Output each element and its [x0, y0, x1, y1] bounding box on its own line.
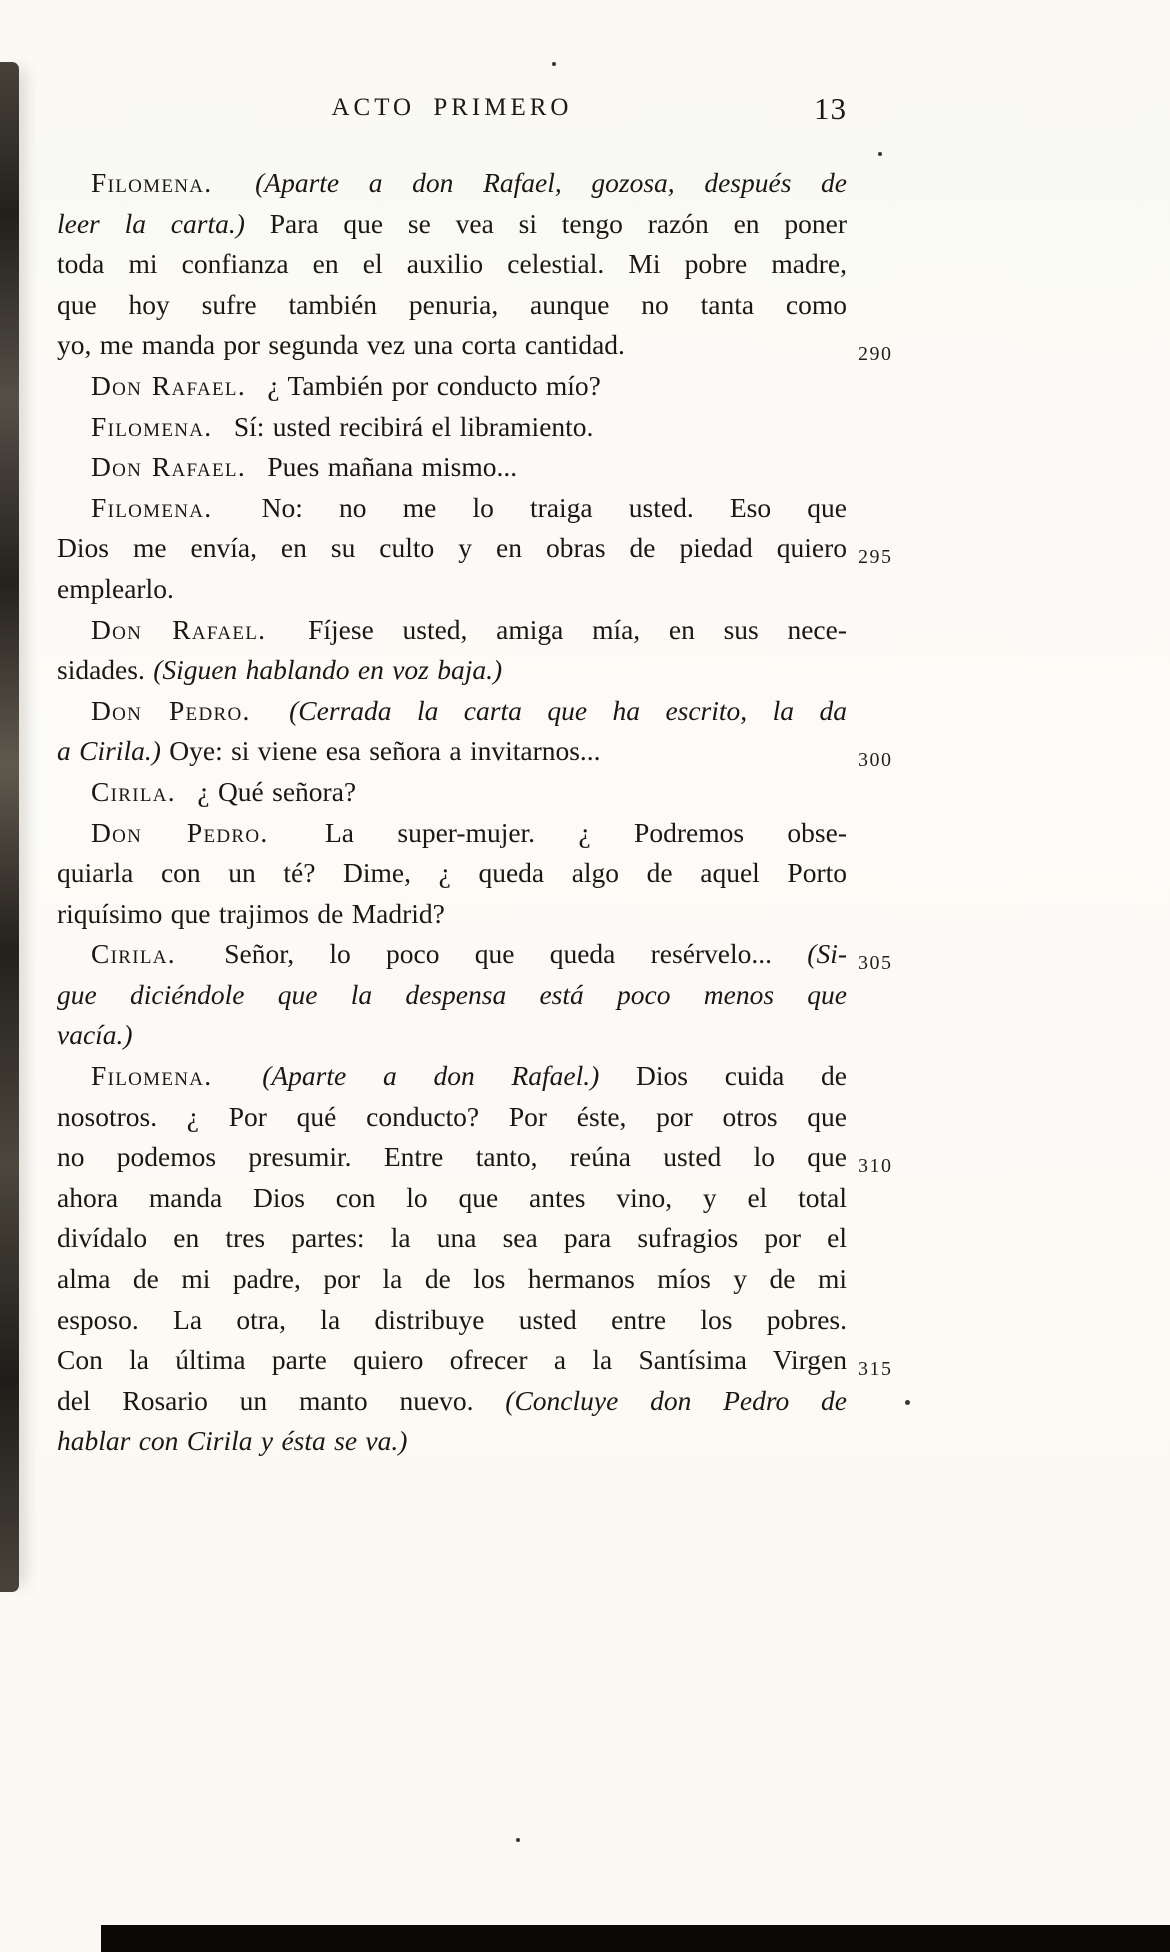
speech: [57, 1056, 893, 1462]
speech: [57, 691, 893, 772]
text-line: [57, 244, 847, 285]
speech: [57, 934, 893, 1056]
dialogue-text: riquísimo que trajimos de Madrid?: [57, 897, 445, 929]
text-line: [57, 569, 847, 610]
stage-direction: gue diciéndole que la despensa está poco menos que: [57, 978, 847, 1010]
stage-direction: (Cerrada la carta que ha escrito, la da: [289, 694, 847, 726]
stage-direction: vacía.): [57, 1019, 133, 1051]
speaker-name: Filomena.: [91, 491, 213, 523]
text-line: [57, 853, 847, 894]
stage-direction: (Siguen hablando en voz baja.): [153, 654, 503, 686]
margin-line-number: 305: [858, 952, 893, 975]
margin-line-number: 310: [858, 1155, 893, 1178]
stage-direction: (Concluye don Pedro de: [505, 1384, 847, 1416]
text-line: [57, 1300, 847, 1341]
dialogue-text-block: [57, 163, 893, 1462]
dialogue-text: sidades.: [57, 654, 145, 686]
text-line: [57, 1015, 847, 1056]
text-line: [57, 1340, 893, 1381]
margin-line-number: 300: [858, 749, 893, 772]
running-title: ACTO PRIMERO: [331, 94, 573, 121]
dialogue-text: ahora manda Dios con lo que antes vino, y el total: [57, 1181, 847, 1213]
speech: [57, 813, 847, 935]
text-line: [57, 772, 847, 813]
scan-speck: [878, 152, 882, 156]
dialogue-text: emplearlo.: [57, 572, 174, 604]
text-line: [57, 528, 893, 569]
text-line: [57, 1421, 847, 1462]
dialogue-text: Dios me envía, en su culto y en obras de piedad quiero: [57, 532, 847, 564]
speech: [57, 447, 847, 488]
dialogue-text: Dios cuida de: [636, 1060, 848, 1092]
dialogue-text: Oye: si viene esa señora a invitarnos...: [169, 735, 601, 767]
text-line: [57, 163, 847, 204]
text-line: [57, 1097, 847, 1138]
text-line: [57, 1137, 893, 1178]
text-line: [57, 975, 847, 1016]
page-number: 13: [814, 91, 847, 126]
text-line: [57, 1259, 847, 1300]
scan-edge-bar: [101, 1925, 1170, 1952]
text-line: [57, 447, 847, 488]
speech: [57, 772, 847, 813]
margin-line-number: 315: [858, 1358, 893, 1381]
speaker-name: Filomena.: [91, 410, 213, 442]
margin-line-number: 295: [858, 546, 893, 569]
binding-shadow: [0, 62, 19, 1592]
text-line: [57, 691, 847, 732]
scan-speck: [905, 1400, 910, 1405]
speaker-name: Don Pedro.: [91, 816, 269, 848]
stage-direction: leer la carta.): [57, 207, 245, 239]
text-line: [57, 610, 847, 651]
stage-direction: hablar con Cirila y ésta se va.): [57, 1425, 408, 1457]
dialogue-text: Sí: usted recibirá el libramiento.: [233, 410, 594, 442]
text-line: [57, 325, 893, 366]
page-header: [57, 91, 847, 134]
margin-line-number: 290: [858, 343, 893, 366]
speaker-name: Don Rafael.: [91, 369, 247, 401]
text-line: [57, 1381, 847, 1422]
text-line: [57, 1218, 847, 1259]
stage-direction: (Aparte a don Rafael.): [262, 1060, 600, 1092]
speaker-name: Don Rafael.: [91, 451, 247, 483]
speaker-name: Cirila.: [91, 938, 176, 970]
dialogue-text: esposo. La otra, la distribuye usted entre los pobres.: [57, 1303, 847, 1335]
speech: [57, 488, 893, 610]
text-line: [57, 204, 847, 245]
dialogue-text: Señor, lo poco que queda resérvelo...: [224, 938, 773, 970]
stage-direction: (Aparte a don Rafael, gozosa, después de: [255, 167, 847, 198]
scan-speck: [516, 1838, 520, 1842]
dialogue-text: que hoy sufre también penuria, aunque no tanta como: [57, 288, 847, 320]
speaker-name: Filomena.: [91, 1060, 213, 1092]
speech: [57, 163, 893, 366]
speaker-name: Don Pedro.: [91, 694, 251, 726]
text-line: [57, 934, 893, 975]
dialogue-text: ¿ Qué señora?: [197, 775, 357, 807]
stage-direction: a Cirila.): [57, 735, 161, 767]
text-line: [57, 285, 847, 326]
dialogue-text: No: no me lo traiga usted. Eso que: [261, 491, 848, 523]
text-line: [57, 407, 847, 448]
dialogue-text: Pues mañana mismo...: [267, 451, 518, 483]
text-line: [57, 1178, 847, 1219]
speech: [57, 407, 847, 448]
text-line: [57, 488, 847, 529]
text-line: [57, 813, 847, 854]
dialogue-text: ¿ También por conducto mío?: [267, 369, 601, 401]
stage-direction: (Si-: [807, 938, 847, 970]
scan-speck: [552, 62, 556, 66]
text-line: [57, 650, 847, 691]
dialogue-text: alma de mi padre, por la de los hermanos míos y de mi: [57, 1263, 847, 1295]
speech: [57, 366, 847, 407]
text-line: [57, 731, 893, 772]
speaker-name: Don Rafael.: [91, 613, 267, 645]
dialogue-text: quiarla con un té? Dime, ¿ queda algo de aquel Porto: [57, 857, 847, 889]
dialogue-text: del Rosario un manto nuevo.: [57, 1384, 474, 1416]
speaker-name: Cirila.: [91, 775, 176, 807]
dialogue-text: no podemos presumir. Entre tanto, reúna usted lo que: [57, 1141, 847, 1173]
dialogue-text: Fíjese usted, amiga mía, en sus nece-: [308, 613, 847, 645]
text-line: [57, 366, 847, 407]
dialogue-text: Para que se vea si tengo razón en poner: [269, 207, 847, 239]
dialogue-text: yo, me manda por segunda vez una corta cantidad.: [57, 329, 625, 361]
dialogue-text: divídalo en tres partes: la una sea para sufragios por el: [57, 1222, 847, 1254]
text-line: [57, 894, 847, 935]
dialogue-text: nosotros. ¿ Por qué conducto? Por éste, por otros que: [57, 1100, 847, 1132]
speaker-name: Filomena.: [91, 167, 213, 198]
dialogue-text: Con la última parte quiero ofrecer a la Santísima Virgen: [57, 1344, 847, 1376]
speech: [57, 610, 847, 691]
dialogue-text: toda mi confianza en el auxilio celestial. Mi pobre madre,: [57, 248, 847, 280]
text-line: [57, 1056, 847, 1097]
dialogue-text: La super-mujer. ¿ Podremos obse-: [324, 816, 847, 848]
